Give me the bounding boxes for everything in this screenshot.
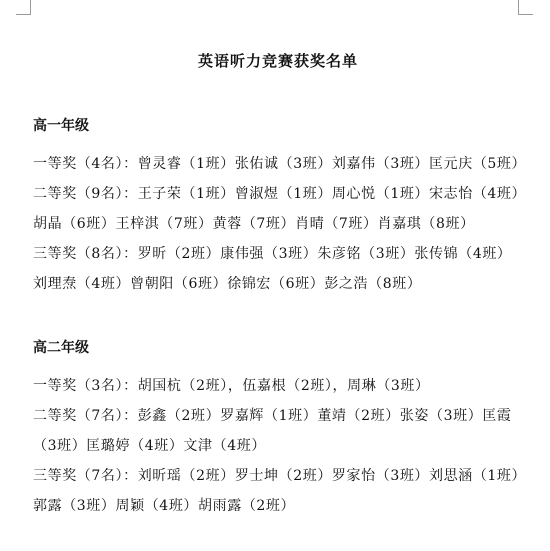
page-corner-mark-left	[16, 0, 31, 15]
grade-heading-1: 高一年级	[33, 118, 89, 134]
grade-heading-2: 高二年级	[33, 340, 89, 356]
award-line: 三等奖（7名）：刘昕瑶（2班）罗士坤（2班）罗家怡（3班）刘思涵（1班）郭露（3班）周颖（4班）胡雨露（2班）	[33, 468, 520, 514]
award-line: 三等奖（8名）：罗昕（2班）康伟强（3班）朱彦铭（3班）张传锦（4班）刘理焘（4班）曾朝阳（6班）徐锦宏（6班）彭之浩（8班）	[33, 246, 512, 292]
document-body[interactable]	[33, 50, 527, 521]
award-line: 二等奖（7名）：彭鑫（2班）罗嘉辉（1班）董靖（2班）张姿（3班）匡霞（3班）匡璐婷（4班）文津（4班）	[33, 408, 512, 454]
page-corner-mark-right	[518, 0, 533, 15]
award-line: 一等奖（3名）：胡国杭（2班），伍嘉根（2班），周琳（3班）	[33, 378, 430, 394]
award-line: 一等奖（4名）：曾灵睿（1班）张佑诚（3班）刘嘉伟（3班）匡元庆（5班）	[33, 156, 527, 172]
section-spacer	[33, 299, 523, 337]
award-line: 二等奖（9名）：王子荣（1班）曾淑煜（1班）周心悦（1班）宋志怡（4班）胡晶（6班）王梓淇（7班）黄蓉（7班）肖晴（7班）肖嘉琪（8班）	[33, 186, 520, 232]
document-title: 英语听力竞赛获奖名单	[197, 52, 358, 70]
